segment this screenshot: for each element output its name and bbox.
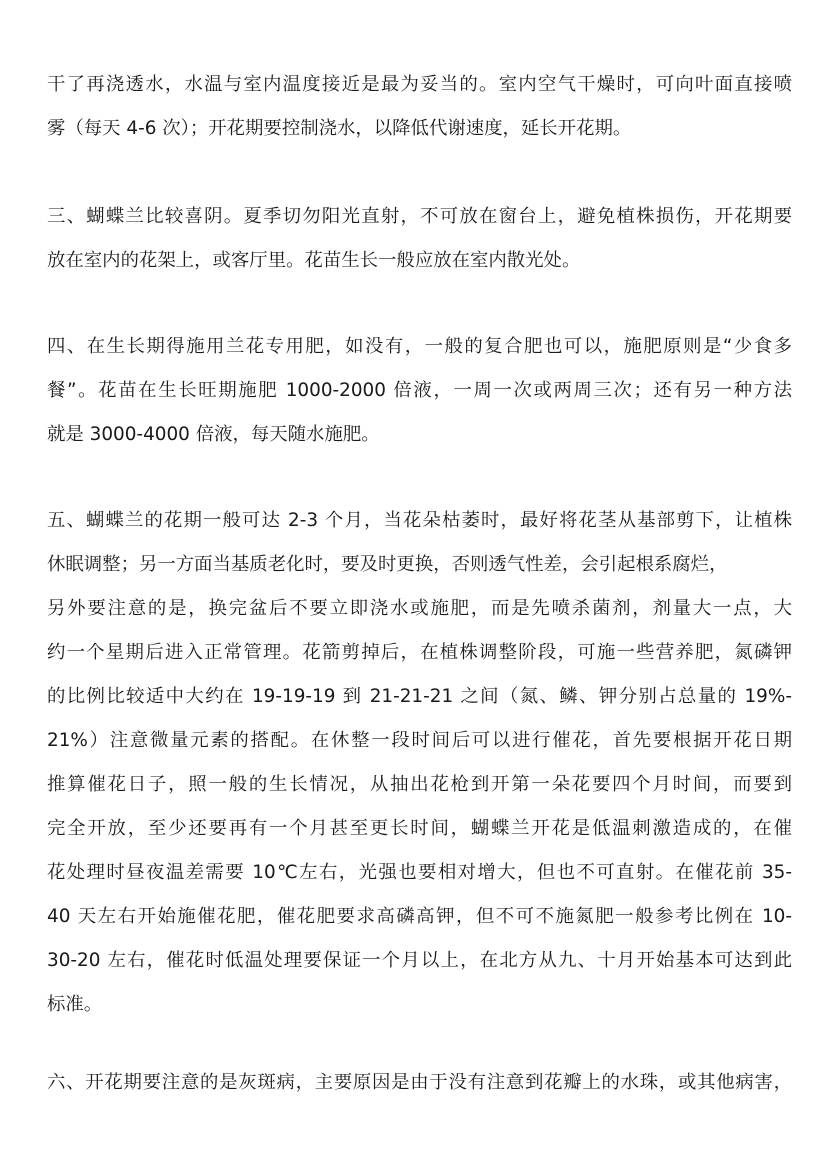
text-line: 三、蝴蝶兰比较喜阴。夏季切勿阳光直射，不可放在窗台上，避免植株损伤，开花期要 — [47, 206, 792, 227]
text-line: 标准。 — [47, 994, 103, 1015]
paragraph-section-3-light — [47, 195, 792, 283]
text-line: 完全开放，至少还要再有一个月甚至更长时间，蝴蝶兰开花是低温刺激造成的，在催 — [47, 818, 792, 839]
text-line: 30-20 左右，催花时低温处理要保证一个月以上，在北方从九、十月开始基本可达到此 — [47, 950, 792, 971]
text-line: 的比例比较适中大约在 19-19-19 到 21-21-21 之间（氮、鳞、钾分别占总量的 19%- — [47, 686, 792, 707]
text-line: 四、在生长期得施用兰花专用肥，如没有，一般的复合肥也可以，施肥原则是“少食多 — [47, 336, 792, 357]
text-line: 六、开花期要注意的是灰斑病，主要原因是由于没有注意到花瓣上的水珠，或其他病害， — [47, 1072, 792, 1093]
text-line: 花处理时昼夜温差需要 10℃左右，光强也要相对增大，但也不可直射。在催花前 35- — [47, 862, 792, 883]
text-line: 休眠调整；另一方面当基质老化时，要及时更换，否则透气性差，会引起根系腐烂， — [47, 554, 728, 575]
paragraph-watering — [47, 63, 792, 151]
text-line: 五、蝴蝶兰的花期一般可达 2-3 个月，当花朵枯萎时，最好将花茎从基部剪下，让植株 — [47, 510, 792, 531]
text-line: 推算催花日子，照一般的生长情况，从抽出花枪到开第一朵花要四个月时间，而要到 — [47, 774, 792, 795]
paragraph-section-6-disease — [47, 1061, 792, 1105]
text-line: 餐”。花苗在生长旺期施肥 1000-2000 倍液，一周一次或两周三次；还有另一种方法 — [47, 380, 792, 401]
paragraph-section-4-fertilizer — [47, 325, 792, 457]
text-line: 干了再浇透水，水温与室内温度接近是最为妥当的。室内空气干燥时，可向叶面直接喷 — [47, 74, 792, 95]
text-line: 放在室内的花架上，或客厅里。花苗生长一般应放在室内散光处。 — [47, 250, 581, 271]
text-line: 21%）注意微量元素的搭配。在休整一段时间后可以进行催花，首先要根据开花日期 — [47, 730, 792, 751]
text-line: 另外要注意的是，换完盆后不要立即浇水或施肥，而是先喷杀菌剂，剂量大一点，大 — [47, 598, 792, 619]
paragraph-section-5-flowering — [47, 499, 792, 1027]
text-line: 就是 3000-4000 倍液，每天随水施肥。 — [47, 424, 380, 445]
text-line: 约一个星期后进入正常管理。花箭剪掉后，在植株调整阶段，可施一些营养肥，氮磷钾 — [47, 642, 792, 663]
text-line: 雾（每天 4-6 次）；开花期要控制浇水，以降低代谢速度，延长开花期。 — [47, 118, 632, 139]
text-line: 40 天左右开始施催花肥，催花肥要求高磷高钾，但不可不施氮肥一般参考比例在 10- — [47, 906, 792, 927]
